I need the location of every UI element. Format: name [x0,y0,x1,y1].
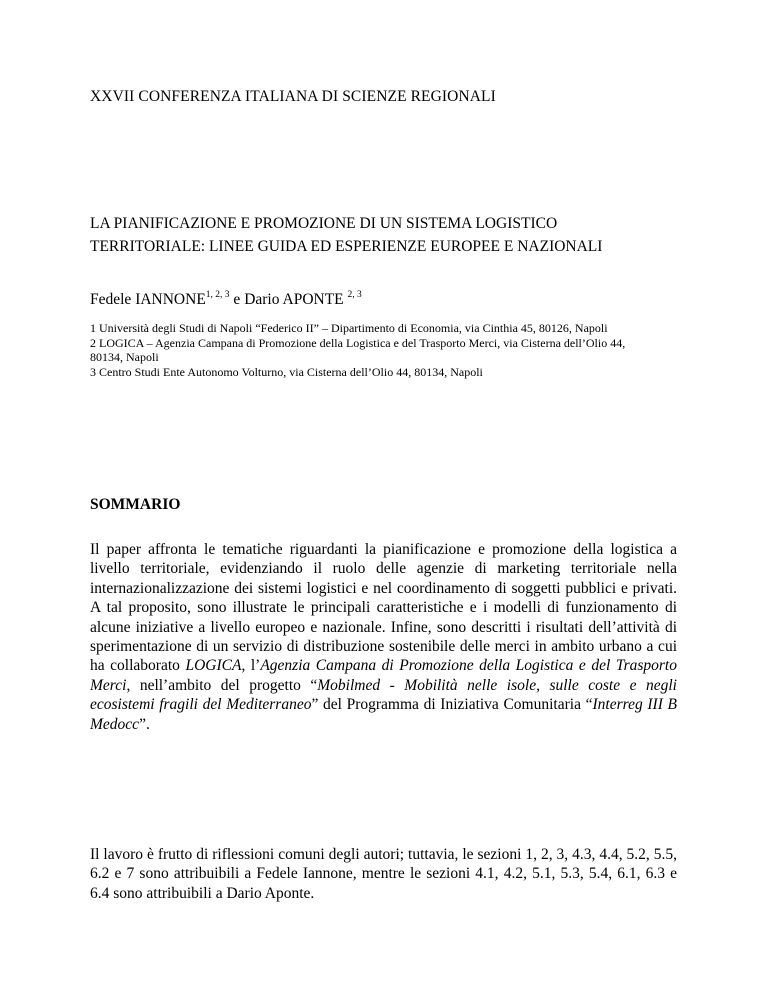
abstract-line [90,656,677,675]
author-1-affiliation-marks: 1, 2, 3 [205,290,230,300]
conference-title: XXVII CONFERENZA ITALIANA DI SCIENZE REGIONALI [90,88,496,105]
abstract-line: internazionalizzazione dei sistemi logistici e nel coordinamento di soggetti pubblici e privati. [90,579,677,597]
authorship-note [90,845,677,903]
abstract-line [90,695,677,714]
abstract-text: , nell’ambito del progetto “ [126,676,318,694]
abstract-line: livello territoriale, evidenziando il ruolo delle agenzie di marketing territoriale nella [90,560,677,578]
programme-name: Interreg III B [592,696,677,714]
abstract-text: , l’ [241,657,261,675]
affiliations [90,321,690,379]
abstract-line: Il paper affronta le tematiche riguardanti la pianificazione e promozione della logistica a [90,541,677,558]
agency-name: Agenzia Campana di Promozione della Logistica e del Trasporto [260,657,677,675]
author-1: Fedele IANNONE [90,291,206,308]
abstract-line: sperimentazione di un servizio di distribuzione sostenibile delle merci in ambito urbano a cui [90,637,677,655]
programme-name: Medocc [90,715,140,733]
abstract-line [90,715,677,734]
abstract-text: ” del Programma di Iniziativa Comunitaria “ [311,696,593,714]
affiliation-2-continued: 80134, Napoli [90,350,159,365]
note-line: Il lavoro è frutto di riflessioni comuni degli autori; tuttavia, le sezioni 1, 2, 3, 4.3, 4.4, 5.2, 5.5, [90,846,677,863]
section-heading-sommario: SOMMARIO [90,496,181,513]
note-line: 6.4 sono attribuibili a Dario Aponte. [90,884,315,902]
abstract-line [90,676,677,695]
author-2: Dario APONTE [244,291,348,308]
author-2-affiliation-marks: 2, 3 [347,290,362,300]
affiliation-3: 3 Centro Studi Ente Autonomo Volturno, via Cisterna dell’Olio 44, 80134, Napoli [90,364,483,379]
logica-name: LOGICA [185,657,242,675]
agency-name: Merci [90,676,127,694]
project-name: Mobilmed - Mobilità nelle isole, sulle coste e negli [317,676,677,694]
abstract-line: alcune iniziative a livello europeo e nazionale. Infine, sono descritti i risultati dell’attività di [90,618,677,636]
paper-title-line-1: LA PIANIFICAZIONE E PROMOZIONE DI UN SISTEMA LOGISTICO [90,215,558,232]
note-line: 6.2 e 7 sono attribuibili a Fedele Iannone, mentre le sezioni 4.1, 4.2, 5.1, 5.3, 5.4, 6.1, 6.3 e [90,865,677,883]
authors-conjunction: e [229,291,245,308]
affiliation-2: 2 LOGICA – Agenzia Campana di Promozione della Logistica e del Trasporto Merci, via Cisterna dell’Olio 44, [90,335,626,350]
project-name: ecosistemi fragili del Mediterraneo [90,696,312,714]
affiliation-1: 1 Università degli Studi di Napoli “Federico II” – Dipartimento di Economia, via Cinthia 45, 80126, Napoli [90,321,608,335]
paper-title-line-2: TERRITORIALE: LINEE GUIDA ED ESPERIENZE EUROPEE E NAZIONALI [90,238,603,255]
abstract-line: A tal proposito, sono illustrate le principali caratteristiche e i modelli di funzionamento di [90,599,677,617]
abstract-paragraph [90,540,677,734]
abstract-text: ”. [139,715,150,733]
paper-title [90,212,602,258]
authors-line [90,291,362,309]
abstract-text: ha collaborato [90,657,186,675]
